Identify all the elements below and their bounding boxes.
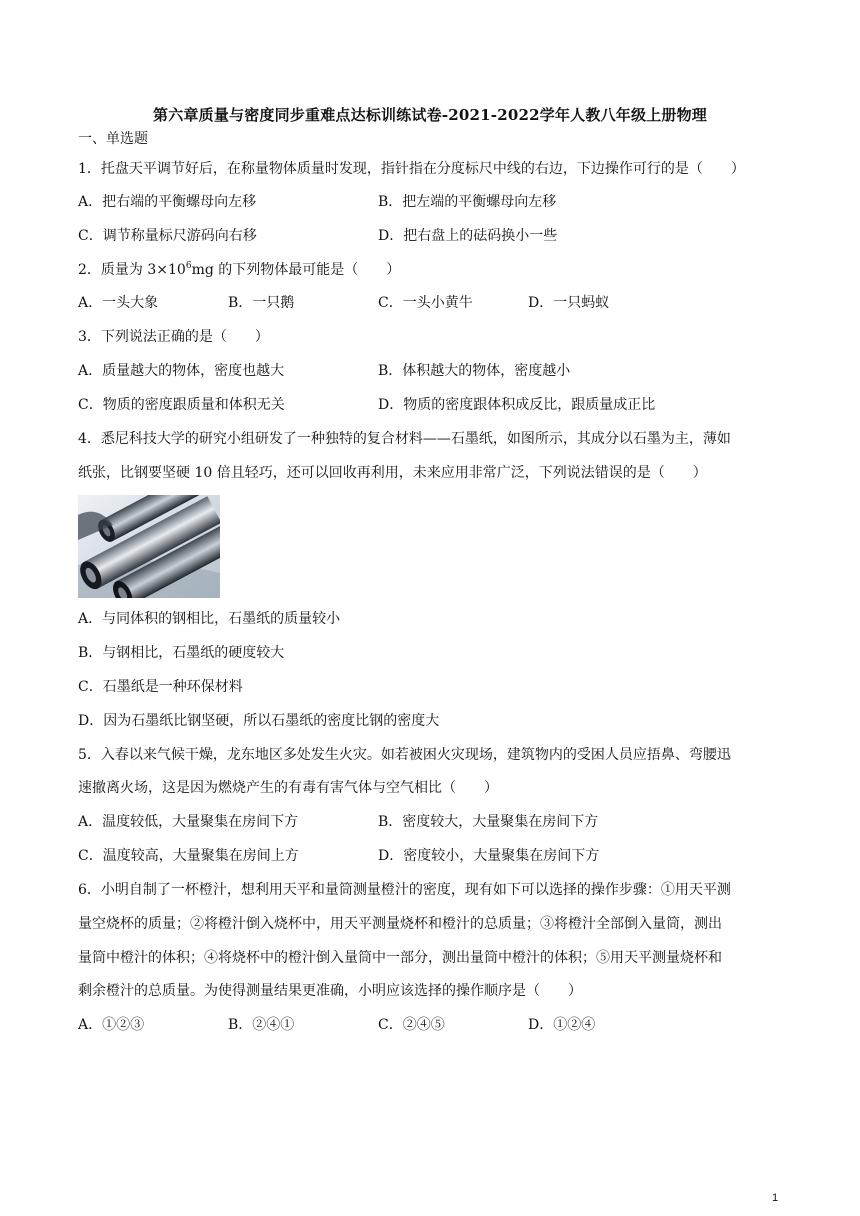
- graphite-paper-rolls-photo: [78, 495, 220, 598]
- question-6-stem-line-1: [78, 879, 731, 899]
- question-5-option-b: B．密度较大，大量聚集在房间下方: [378, 814, 599, 830]
- question-5-option-c: C．温度较高，大量聚集在房间上方: [78, 848, 299, 864]
- question-number: 1．: [78, 161, 101, 177]
- question-text: 托盘天平调节好后，在称量物体质量时发现，指针指在分度标尺中线的右边，下边操作可行的是（ ）: [100, 161, 745, 177]
- question-5-option-d: D．密度较小，大量聚集在房间下方: [378, 848, 600, 864]
- question-6-stem-line-2: 量空烧杯的质量；②将橙汁倒入烧杯中，用天平测量烧杯和橙汁的总质量；③将橙汁全部倒入量筒，测出: [78, 916, 722, 932]
- question-4-stem-line-2: 纸张，比钢要坚硬 10 倍且轻巧，还可以回收再利用，未来应用非常广泛，下列说法错误的是（ ）: [78, 465, 707, 481]
- question-6-option-c: C．②④⑤: [378, 1017, 445, 1033]
- question-3-option-c: C．物质的密度跟质量和体积无关: [78, 397, 285, 413]
- question-6-stem-line-4: 剩余橙汁的总质量。为使得测量结果更准确，小明应该选择的操作顺序是（ ）: [78, 983, 582, 999]
- question-4-option-d: D．因为石墨纸比钢坚硬，所以石墨纸的密度比钢的密度大: [78, 713, 440, 729]
- question-number: 6．: [78, 882, 101, 898]
- question-number: 2．: [78, 262, 101, 278]
- question-text-part-2: mg 的下列物体最可能是（ ）: [191, 262, 401, 278]
- question-text: 小明自制了一杯橙汁，想利用天平和量筒测量橙汁的密度，现有如下可以选择的操作步骤：①用天平测: [100, 882, 731, 898]
- question-text: 入春以来气候干燥，龙东地区多处发生火灾。如若被困火灾现场，建筑物内的受困人员应捂鼻、弯腰迅: [100, 747, 731, 763]
- question-4-stem-line-1: [78, 428, 731, 448]
- question-5-option-a: A．温度较低，大量聚集在房间下方: [78, 814, 299, 830]
- question-1-option-b: B．把左端的平衡螺母向左移: [378, 194, 557, 210]
- question-number: 4．: [78, 431, 101, 447]
- question-4-option-a: A．与同体积的钢相比，石墨纸的质量较小: [78, 611, 341, 627]
- question-2-option-b: B．一只鹅: [228, 295, 295, 311]
- question-1-option-a: A．把右端的平衡螺母向左移: [78, 194, 257, 210]
- question-6-option-d: D．①②④: [528, 1017, 596, 1033]
- question-3-option-b: B．体积越大的物体，密度越小: [378, 363, 571, 379]
- question-1-option-c: C．调节称量标尺游码向右移: [78, 228, 257, 244]
- question-1-stem: [78, 158, 745, 178]
- question-6-option-b: B．②④①: [228, 1017, 295, 1033]
- question-4-option-b: B．与钢相比，石墨纸的硬度较大: [78, 645, 285, 661]
- question-1-option-d: D．把右盘上的砝码换小一些: [378, 228, 558, 244]
- question-text-part-1: 质量为 3×10: [100, 262, 186, 278]
- question-5-stem-line-2: 速撤离火场，这是因为燃烧产生的有毒有害气体与空气相比（ ）: [78, 780, 498, 796]
- question-6-option-a: A．①②③: [78, 1017, 145, 1033]
- question-2-option-a: A．一头大象: [78, 295, 159, 311]
- page-number: 1: [772, 1192, 779, 1204]
- question-text: 下列说法正确的是（ ）: [100, 329, 269, 345]
- graphite-rolls-illustration: [78, 495, 220, 598]
- question-2-option-c: C．一头小黄牛: [378, 295, 473, 311]
- question-2-option-d: D．一只蚂蚁: [528, 295, 610, 311]
- question-3-stem: [78, 326, 269, 346]
- exponent: 6: [185, 261, 192, 271]
- question-2-stem: [78, 259, 400, 279]
- question-3-option-d: D．物质的密度跟体积成反比，跟质量成正比: [378, 397, 656, 413]
- question-6-stem-line-3: 量筒中橙汁的体积；④将烧杯中的橙汁倒入量筒中一部分，测出量筒中橙汁的体积；⑤用天平测量烧杯和: [78, 950, 722, 966]
- question-text: 悉尼科技大学的研究小组研发了一种独特的复合材料——石墨纸，如图所示，其成分以石墨为主，薄如: [100, 431, 731, 447]
- question-number: 5．: [78, 747, 101, 763]
- question-4-option-c: C．石墨纸是一种环保材料: [78, 679, 243, 695]
- section-heading: 一、单选题: [78, 131, 148, 147]
- page-title: 第六章质量与密度同步重难点达标训练试卷-2021-2022学年人教八年级上册物理: [153, 106, 707, 124]
- question-3-option-a: A．质量越大的物体，密度也越大: [78, 363, 285, 379]
- question-number: 3．: [78, 329, 101, 345]
- question-5-stem-line-1: [78, 744, 731, 764]
